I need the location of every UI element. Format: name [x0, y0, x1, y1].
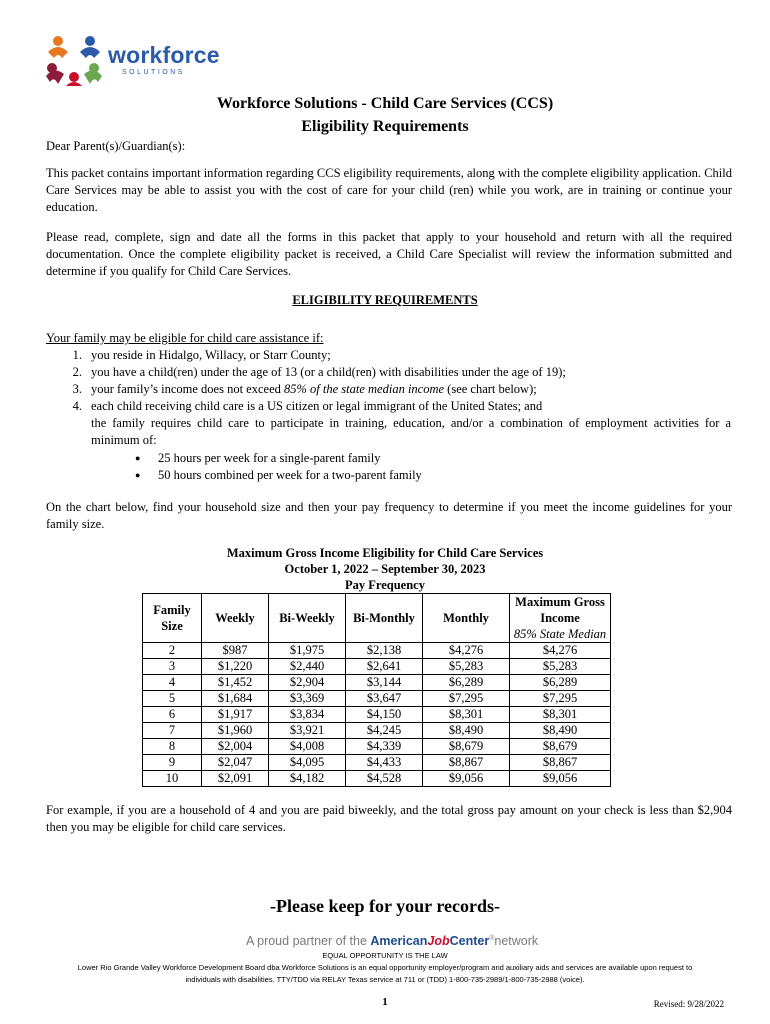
list-number: 2.: [72, 365, 82, 379]
table-row: [143, 659, 611, 675]
cell-bimonthly: $4,433: [346, 755, 423, 771]
partner-suffix: network: [494, 934, 539, 948]
partner-center: Center: [449, 934, 490, 948]
page-subtitle: Eligibility Requirements: [301, 118, 469, 135]
cell-max-gross: $5,283: [510, 659, 611, 675]
logo-people-icon: [44, 32, 104, 88]
revised-date: Revised: 9/28/2022: [653, 999, 724, 1009]
cell-monthly: $8,867: [423, 755, 510, 771]
cell-family-size: 5: [143, 691, 202, 707]
max-gross-label: Maximum Gross Income: [515, 595, 605, 625]
bullet-icon: ●: [135, 453, 141, 463]
cell-family-size: 10: [143, 771, 202, 787]
cell-max-gross: $8,679: [510, 739, 611, 755]
list-item: [0, 398, 770, 415]
list-item: [0, 364, 770, 381]
section-heading: ELIGIBILITY REQUIREMENTS: [292, 293, 478, 307]
cell-weekly: $2,091: [202, 771, 269, 787]
table-row: [143, 675, 611, 691]
cell-monthly: $8,679: [423, 739, 510, 755]
cell-bimonthly: $2,641: [346, 659, 423, 675]
cell-biweekly: $3,921: [269, 723, 346, 739]
chart-instructions: On the chart below, find your household size and then your pay frequency to determine if you meet the income guidelines for your family size.: [46, 500, 732, 531]
cell-weekly: $1,960: [202, 723, 269, 739]
cell-family-size: 9: [143, 755, 202, 771]
list-item: [0, 347, 770, 364]
cell-family-size: 8: [143, 739, 202, 755]
table-body: [143, 643, 611, 787]
table-title: Maximum Gross Income Eligibility for Child Care Services: [226, 546, 544, 560]
median-label: 85% State Median: [513, 627, 607, 641]
cell-biweekly: $4,008: [269, 739, 346, 755]
cell-bimonthly: $4,339: [346, 739, 423, 755]
table-date-range: October 1, 2022 – September 30, 2023: [284, 562, 486, 576]
list-text: each child receiving child care is a US citizen or legal immigrant of the United States; and: [91, 399, 543, 413]
equal-opportunity-line1: Lower Rio Grande Valley Workforce Development Board dba Workforce Solutions is an equal opportunity employer/program and auxiliary aids and services are available upon request to: [77, 963, 693, 972]
partner-prefix: A proud partner of the: [246, 934, 371, 948]
partner-job: Job: [427, 934, 450, 948]
cell-weekly: $1,684: [202, 691, 269, 707]
logo-wordmark: workforce: [108, 42, 220, 68]
cell-family-size: 7: [143, 723, 202, 739]
cell-monthly: $6,289: [423, 675, 510, 691]
cell-family-size: 4: [143, 675, 202, 691]
eligibility-intro: Your family may be eligible for child care assistance if:: [46, 331, 324, 345]
list-text: [91, 381, 731, 398]
cell-family-size: 2: [143, 643, 202, 659]
header-bimonthly: Bi-Monthly: [346, 594, 423, 643]
table-pay-frequency: Pay Frequency: [345, 578, 425, 592]
bullet-icon: ●: [135, 470, 141, 480]
workforce-solutions-logo: [44, 32, 224, 88]
partner-american: American: [370, 934, 428, 948]
header-max-gross: [510, 594, 611, 643]
example-paragraph: For example, if you are a household of 4 and you are paid biweekly, and the total gross pay amount on your check is less than $2,904 then you may be eligible for child care services.: [46, 803, 732, 834]
cell-bimonthly: $4,528: [346, 771, 423, 787]
cell-weekly: $1,452: [202, 675, 269, 691]
hours-text: 25 hours per week for a single-parent family: [158, 451, 381, 465]
list-number: 1.: [72, 348, 82, 362]
list-text-after: (see chart below);: [444, 382, 537, 396]
cell-bimonthly: $3,647: [346, 691, 423, 707]
cell-max-gross: $6,289: [510, 675, 611, 691]
cell-monthly: $5,283: [423, 659, 510, 675]
intro-paragraph: This packet contains important information regarding CCS eligibility requirements, along with the complete eligibility application. Child Care Services may be able to assist you with the cost of care for your child (ren) while you work, are in training or continue your education.: [46, 166, 732, 214]
cell-max-gross: $4,276: [510, 643, 611, 659]
work-requirement: [0, 415, 770, 449]
cell-bimonthly: $4,150: [346, 707, 423, 723]
list-text: you have a child(ren) under the age of 13 (or a child(ren) with disabilities under the age of 19);: [91, 365, 566, 379]
table-row: [143, 707, 611, 723]
keep-records-note: -Please keep for your records-: [270, 896, 500, 916]
cell-bimonthly: $4,245: [346, 723, 423, 739]
header-biweekly: Bi-Weekly: [269, 594, 346, 643]
cell-monthly: $8,490: [423, 723, 510, 739]
page-title: Workforce Solutions - Child Care Services (CCS): [216, 95, 554, 112]
work-requirement-text: the family requires child care to participate in training, education, and/or a combination of employment activities for a minimum of:: [91, 416, 731, 447]
logo-subtitle: SOLUTIONS: [122, 69, 185, 76]
cell-biweekly: $3,834: [269, 707, 346, 723]
cell-monthly: $8,301: [423, 707, 510, 723]
cell-max-gross: $8,867: [510, 755, 611, 771]
list-number: 4.: [72, 399, 82, 413]
cell-weekly: $1,220: [202, 659, 269, 675]
list-number: 3.: [72, 382, 82, 396]
header-family-size: Family Size: [143, 594, 202, 643]
greeting: Dear Parent(s)/Guardian(s):: [46, 139, 186, 153]
table-row: [143, 755, 611, 771]
table-header-row: [143, 594, 611, 643]
income-table: [142, 593, 611, 787]
list-item: [0, 381, 770, 398]
cell-max-gross: $7,295: [510, 691, 611, 707]
cell-bimonthly: $2,138: [346, 643, 423, 659]
cell-monthly: $4,276: [423, 643, 510, 659]
cell-max-gross: $9,056: [510, 771, 611, 787]
american-job-center-partner: A proud partner of the AmericanJobCenter®network: [246, 934, 539, 948]
cell-biweekly: $1,975: [269, 643, 346, 659]
header-monthly: Monthly: [423, 594, 510, 643]
instructions-paragraph: Please read, complete, sign and date all the forms in this packet that apply to your household and return with all the required documentation. Once the complete eligibility packet is received, a Child Care Specialist will review the information submitted and determine if you qualify for Child Care Services.: [46, 230, 732, 278]
cell-weekly: $2,047: [202, 755, 269, 771]
table-row: [143, 739, 611, 755]
table-row: [143, 643, 611, 659]
header-weekly: Weekly: [202, 594, 269, 643]
cell-family-size: 3: [143, 659, 202, 675]
list-item: [0, 450, 770, 467]
list-item: [0, 467, 770, 484]
cell-biweekly: $2,904: [269, 675, 346, 691]
table-row: [143, 723, 611, 739]
cell-weekly: $987: [202, 643, 269, 659]
table-row: [143, 691, 611, 707]
equal-opportunity-line2: individuals with disabilities. TTY/TDD via RELAY Texas service at 711 or (TDD) 1-800-735-2989/1-800-735-2988 (voice).: [185, 975, 585, 984]
cell-max-gross: $8,301: [510, 707, 611, 723]
cell-biweekly: $4,182: [269, 771, 346, 787]
table-row: [143, 771, 611, 787]
list-text-before: your family’s income does not exceed: [91, 382, 284, 396]
cell-biweekly: $3,369: [269, 691, 346, 707]
cell-monthly: $9,056: [423, 771, 510, 787]
cell-weekly: $2,004: [202, 739, 269, 755]
cell-biweekly: $2,440: [269, 659, 346, 675]
cell-biweekly: $4,095: [269, 755, 346, 771]
list-text: you reside in Hidalgo, Willacy, or Starr County;: [91, 348, 331, 362]
page-number: 1: [382, 996, 388, 1008]
median-income-emphasis: 85% of the state median income: [284, 382, 445, 396]
cell-family-size: 6: [143, 707, 202, 723]
cell-monthly: $7,295: [423, 691, 510, 707]
cell-weekly: $1,917: [202, 707, 269, 723]
equal-opportunity-title: EQUAL OPPORTUNITY IS THE LAW: [322, 951, 448, 960]
cell-bimonthly: $3,144: [346, 675, 423, 691]
cell-max-gross: $8,490: [510, 723, 611, 739]
hours-text: 50 hours combined per week for a two-parent family: [158, 468, 422, 482]
